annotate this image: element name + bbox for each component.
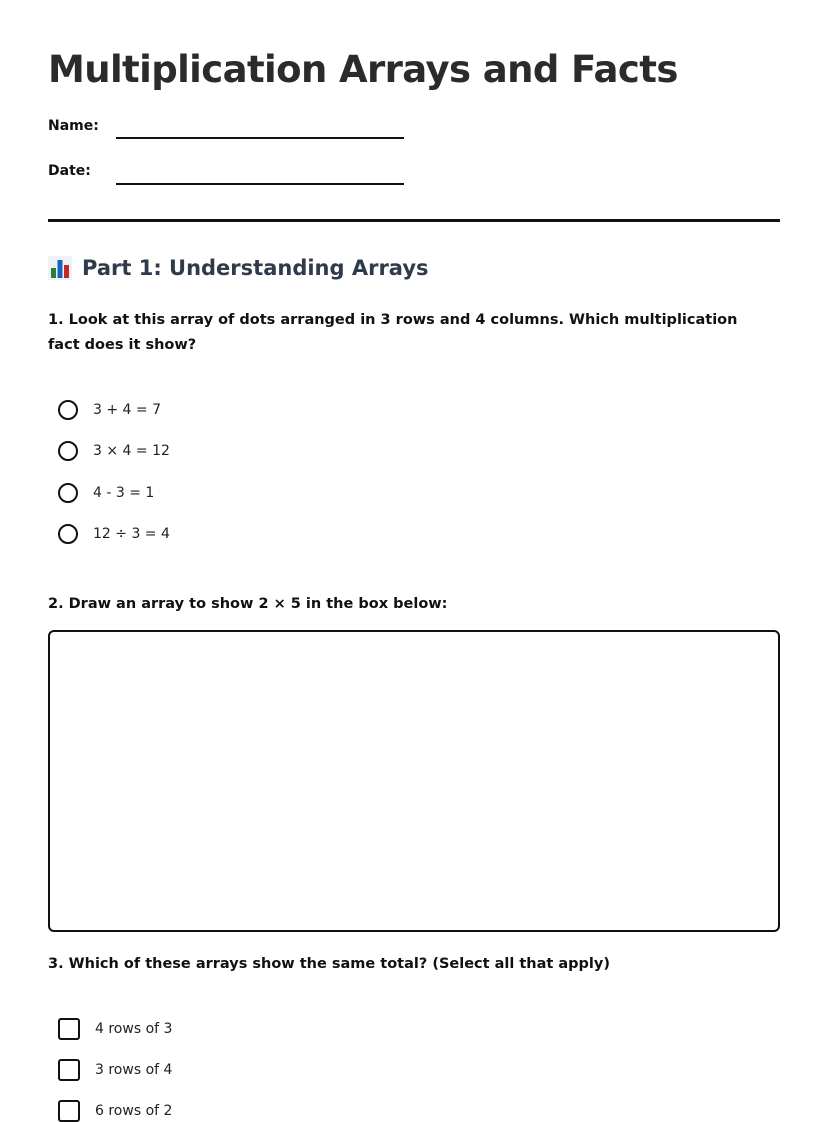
option-label: 4 rows of 3 [95,1021,173,1037]
option-label: 4 - 3 = 1 [93,485,155,501]
option-label: 3 × 4 = 12 [93,443,170,459]
option-label: 6 rows of 2 [95,1103,173,1119]
section-title [48,256,429,280]
radio-button[interactable] [58,441,78,461]
checkbox[interactable] [58,1100,80,1122]
drawing-box[interactable] [48,630,780,932]
q3-option-1[interactable] [58,1018,172,1040]
name-label: Name: [48,118,99,134]
option-label: 3 + 4 = 7 [93,402,161,418]
question-2-text: 2. Draw an array to show 2 × 5 in the box below: [48,596,448,612]
date-label: Date: [48,163,91,179]
option-label: 12 ÷ 3 = 4 [93,526,170,542]
page-title: Multiplication Arrays and Facts [48,48,678,91]
radio-button[interactable] [58,483,78,503]
radio-button[interactable] [58,524,78,544]
q3-option-2[interactable] [58,1059,172,1081]
q1-option-3[interactable] [58,483,154,503]
question-3-text: 3. Which of these arrays show the same total? (Select all that apply) [48,956,610,972]
section-title-text: Part 1: Understanding Arrays [82,256,429,280]
name-field[interactable] [116,137,404,139]
question-1-text: 1. Look at this array of dots arranged in 3 rows and 4 columns. Which multiplication fact does it show? [48,312,738,353]
q3-option-3[interactable] [58,1100,172,1122]
q1-option-1[interactable] [58,400,161,420]
q1-option-2[interactable] [58,441,170,461]
checkbox[interactable] [58,1018,80,1040]
radio-button[interactable] [58,400,78,420]
date-field[interactable] [116,183,404,185]
bar-chart-icon [48,256,72,280]
option-label: 3 rows of 4 [95,1062,173,1078]
checkbox[interactable] [58,1059,80,1081]
q1-option-4[interactable] [58,524,170,544]
header-divider [48,219,780,222]
